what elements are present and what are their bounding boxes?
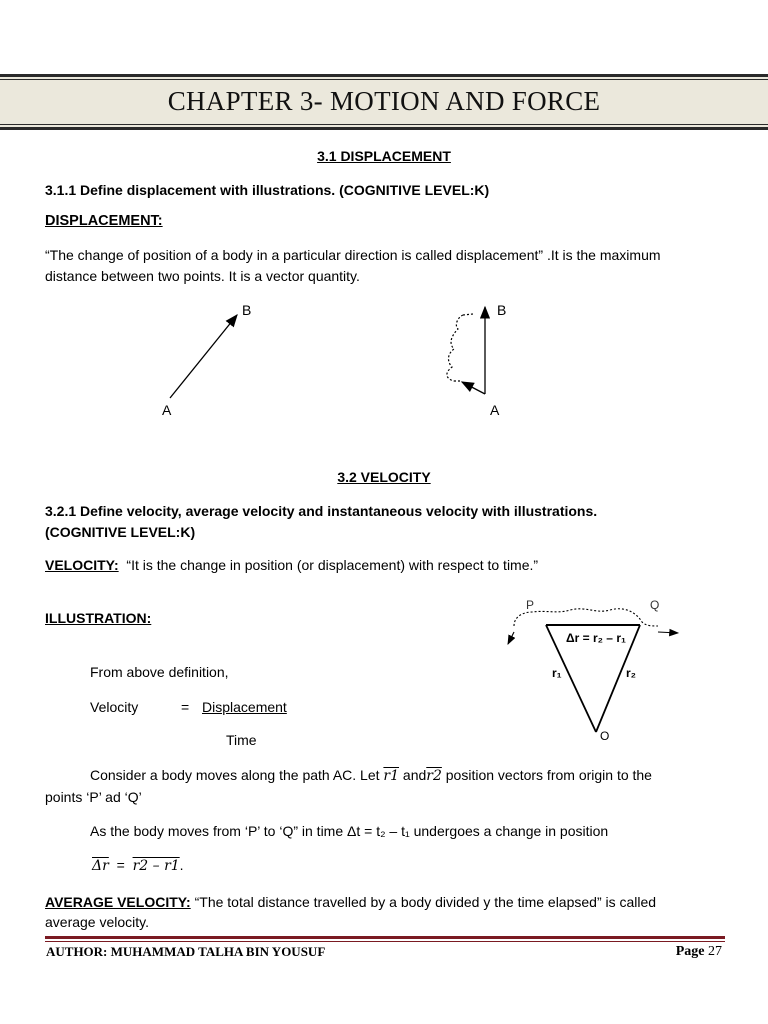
objective-velocity-line2: (COGNITIVE LEVEL:K) [45,524,196,540]
delta-r-equation: $\overline{\Delta r} = r2 - r1$. [92,857,184,874]
label-q: Q [650,598,660,612]
consider-line1: Consider a body moves along the path AC. Let r1 andr2 position vectors from origin to the [90,767,652,784]
velocity-definition-row [45,557,538,573]
footer-rule [45,936,725,939]
displacement-definition-line2: distance between two points. It is a vector quantity. [45,268,360,284]
average-velocity-definition: “The total distance travelled by a body divided y the time elapsed” is called [194,894,657,910]
average-velocity-line2: average velocity. [45,914,150,930]
header-bottom-rule [0,127,768,130]
r1-label: r₁ [552,666,562,680]
as-body-moves: As the body moves from ‘P’ to ‘Q” in time Δt = t₂ – t₁ undergoes a change in position [90,823,609,839]
footer-rule-thin [45,941,725,942]
header-top-rule [0,74,768,77]
label-b-left: B [242,302,252,318]
straight-displacement-arrow [170,315,237,398]
section-title-velocity: 3.2 VELOCITY [337,469,431,485]
term-illustration: ILLUSTRATION: [45,610,152,626]
footer-page [676,944,722,960]
displacement-definition-line1: “The change of position of a body in a particular direction is called displacement” .It is the maximum [45,247,661,263]
r1-vector-symbol: r1 [383,768,400,784]
delta-r-label: Δr = r₂ – r₁ [566,631,626,645]
curved-path [447,315,463,381]
page-number: 27 [708,944,722,959]
term-displacement: DISPLACEMENT: [45,213,163,229]
label-p: P [526,598,535,612]
consider-line2: points ‘P’ ad ‘Q’ [45,789,142,805]
header-top-rule-thin [0,79,768,80]
eq-denominator: Time [226,732,257,748]
from-above-text: From above definition, [90,664,229,680]
page-label: Page [675,944,705,959]
section-title-displacement: 3.1 DISPLACEMENT [317,148,451,164]
label-b-right: B [497,302,507,318]
chapter-title: CHAPTER 3- MOTION AND FORCE [167,86,601,116]
label-a-left: A [162,402,172,418]
r2-vector-symbol: r2 [426,768,442,784]
objective-displacement: 3.1.1 Define displacement with illustrations. (COGNITIVE LEVEL:K) [45,182,490,198]
term-velocity: VELOCITY: [45,557,119,573]
motion-path [514,609,658,626]
header-bottom-rule-thin [0,124,768,125]
return-arrow [462,382,485,394]
velocity-definition: “It is the change in position (or displacement) with respect to time.” [126,557,539,573]
average-velocity-row [45,894,656,910]
label-a-right: A [490,402,500,418]
displacement-figure [140,295,560,425]
velocity-figure [500,592,700,747]
objective-velocity-line1: 3.2.1 Define velocity, average velocity and instantaneous velocity with illustrations. [45,503,598,519]
origin-label: O [600,729,610,743]
eq-velocity-label: Velocity [90,699,139,715]
eq-sign: = [181,699,190,715]
eq-numerator: Displacement [202,699,287,715]
term-average-velocity: AVERAGE VELOCITY: [45,894,191,910]
footer-author: AUTHOR: MUHAMMAD TALHA BIN YOUSUF [46,944,326,959]
r2-label: r₂ [626,666,637,680]
